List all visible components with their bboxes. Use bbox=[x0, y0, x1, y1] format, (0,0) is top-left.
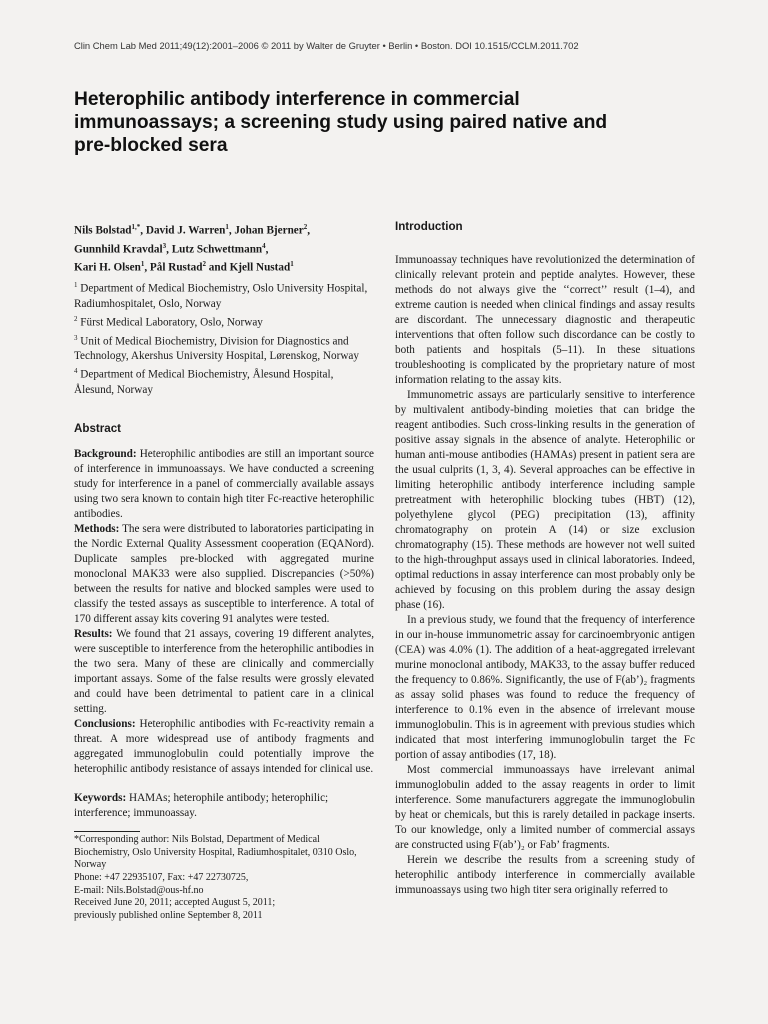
article-title: Heterophilic antibody interference in commercial immunoassays; a screening study using paired native and pre-blocked sera bbox=[74, 89, 608, 156]
affiliation-num: 4 bbox=[74, 367, 78, 376]
paragraph: Immunometric assays are particularly sensitive to interference by multivalent antibody-binding moieties that can bridge the reagent antibodies. Such cross-linking results in the generation of positive assay signals in the absence of analyte. Heterophilic or human anti-mouse antibodies (HAMAs) present in patient sera are the usual culprits (1, 3, 4). Several approaches can be effective in limiting heterophilic antibody interference including sample pretreatment with heterophilic blocking tubes (HBT) (12), polyethylene glycol (PEG) precipitation (13), affinity chromatography on protein A (14) or size exclusion chromatography (15). These methods are however not well suited to the high-throughput assays used in clinical laboratories. Indeed, optimal reductions in assay interference can most probably only be achieved by focusing on this problem during the assay design phase (16). bbox=[395, 389, 695, 611]
author: Lutz Schwettmann bbox=[171, 243, 263, 256]
footnote-line: Phone: +47 22935107, Fax: +47 22730725, bbox=[74, 871, 249, 883]
abstract-section bbox=[74, 447, 374, 522]
footnote-line: *Corresponding author: Nils Bolstad, Department of Medical Biochemistry, Oslo University Hospital, Radiumhospitalet, 0310 Oslo, Norway bbox=[74, 834, 357, 871]
affiliation bbox=[74, 278, 374, 312]
introduction-heading: Introduction bbox=[395, 220, 463, 233]
author-sup: 1 bbox=[225, 223, 229, 231]
affiliation bbox=[74, 331, 374, 365]
keywords bbox=[74, 791, 374, 821]
left-column bbox=[74, 220, 374, 922]
abstract-section bbox=[74, 627, 374, 717]
author: Gunnhild Kravdal bbox=[74, 243, 163, 256]
abstract-text: We found that 21 assays, covering 19 different analytes, were susceptible to interference from the heterophilic antibodies in the two sera. Many of these are clinically and commercially important assays. Some of the false results were grossly elevated and could have been detrimental to patient care in a clinical setting. bbox=[74, 628, 374, 716]
abstract-text: Heterophilic antibodies are still an important source of interference in immunoassays. We have conducted a screening study for interference in a panel of commercially available assays using two sera known to contain high titer Fc-reactive heterophilic antibodies. bbox=[74, 448, 375, 521]
author: Pål Rustad bbox=[149, 262, 203, 275]
right-column bbox=[395, 220, 695, 898]
author-sup: 1 bbox=[140, 260, 145, 269]
author-sup: 1 bbox=[290, 260, 294, 269]
author-sup: 4 bbox=[262, 241, 266, 250]
abstract-text: The sera were distributed to laboratories participating in the Nordic External Quality Assessment cooperation (EQANord). Duplicate samples pre-blocked with aggregated murine monoclonal MAK33 were also supplied. Discrepancies (>50%) between the results for native and blocked samples were used to classify the tested assays as susceptible to interference. A total of 170 different assay kits covering 91 analytes were tested. bbox=[74, 523, 374, 626]
footnote-line: previously published online September 8, 2011 bbox=[74, 909, 263, 921]
abstract-section bbox=[74, 522, 374, 627]
author-sup: 2 bbox=[202, 260, 206, 269]
affiliation-num: 2 bbox=[74, 314, 78, 323]
affiliation-text: Unit of Medical Biochemistry, Division for Diagnostics and Technology, Akershus University Hospital, Lørenskog, Norway bbox=[74, 335, 359, 363]
footnote-line: Received June 20, 2011; accepted August 5, 2011; bbox=[74, 897, 276, 909]
paragraph: Immunoassay techniques have revolutionized the determination of clinically relevant protein and peptide analytes. However, these methods do not always give the ‘‘correct’’ result (1–4), and extreme caution is needed when clinical findings and assay results are discordant. The unnecessary diagnostic and therapeutic interventions that often follow such discordance can be costly to both patients and hospitals (5–11). In these situations troubleshooting is complicated by the proprietary nature of most information relating to the assay kits. bbox=[395, 254, 695, 386]
affiliation bbox=[74, 364, 374, 398]
keywords-text: HAMAs; heterophile antibody; heterophilic; interference; immunoassay. bbox=[74, 792, 329, 820]
paragraph: Most commercial immunoassays have irrelevant animal immunoglobulin added to the assay reagents in order to limit interference. Some manufacturers aggregate the immunoglobulin by heat or chemicals, but this is rarely detailed in package inserts. To our knowledge, only a limited number of commercial assays are constructed using F(ab’)₂ or Fab’ fragments. bbox=[395, 764, 695, 851]
affiliation-list bbox=[74, 278, 374, 398]
author-sup: 3 bbox=[162, 241, 167, 250]
paragraph: In a previous study, we found that the frequency of interference in our in-house immunometric assay for carcinoembryonic antigen (CEA) was 4.0% (1). The addition of a heat-aggregated irrelevant murine monoclonal antibody, MAK33, to the assay buffer reduced the frequency to 0.86%. Significantly, the use of F(ab’)₂ fragments as assay solid phases was found to reduce the frequency of interference to 0.1% even in the absence of irrelevant mouse immunoglobulin. This is in agreement with previous studies which indicated that most interfering immunoglobulin target the Fc portion of assay antibodies (17, 18). bbox=[395, 614, 695, 761]
abstract-section bbox=[74, 717, 374, 777]
footnote bbox=[74, 834, 374, 922]
author-sup: 2 bbox=[303, 223, 308, 231]
footnote-rule bbox=[74, 831, 140, 832]
author-list: Nils Bolstad$^{1,*}$, David J. Warren$^1$, Johan Bjerner$^2$, Gunnhild Kravdal$^3$, Lutz Schwettmann$^4$, Kari H. Olsen$^1$, Pål Rustad$^2$ and Kjell Nustad$^1$ bbox=[74, 223, 311, 275]
author: Nils Bolstad bbox=[74, 224, 132, 237]
author: Johan Bjerner bbox=[234, 224, 304, 237]
author: David J. Warren bbox=[145, 224, 226, 237]
affiliation-text: Department of Medical Biochemistry, Ålesund Hospital, Ålesund, Norway bbox=[74, 369, 334, 397]
author: Kari H. Olsen bbox=[74, 262, 141, 275]
affiliation-num: 1 bbox=[74, 281, 78, 290]
footnote-email: E-mail: Nils.Bolstad@ous-hf.no bbox=[74, 884, 204, 896]
introduction-body bbox=[395, 253, 695, 898]
author: Kjell Nustad bbox=[229, 262, 291, 275]
affiliation bbox=[74, 312, 374, 331]
abstract-label: Background: bbox=[74, 448, 137, 461]
author-sup: 1,* bbox=[131, 223, 141, 231]
running-head: Clin Chem Lab Med 2011;49(12):2001–2006 © 2011 by Walter de Gruyter • Berlin • Boston. DOI 10.1515/CCLM.2011.702 bbox=[74, 40, 579, 51]
abstract-label: Methods: bbox=[74, 523, 120, 536]
abstract-body bbox=[74, 447, 374, 777]
abstract-text: Heterophilic antibodies with Fc-reactivity remain a threat. A more widespread use of antibody fragments and aggregated immunoglobulin could potentially improve the heterophilic antibody resistance of assays intended for clinical use. bbox=[74, 718, 375, 776]
paragraph: Herein we describe the results from a screening study of heterophilic antibody interference in commercially available immunoassays using two high titer sera originally referred to bbox=[395, 854, 695, 896]
keywords-label: Keywords: bbox=[74, 792, 127, 805]
affiliation-num: 3 bbox=[74, 333, 78, 342]
affiliation-text: Department of Medical Biochemistry, Oslo University Hospital, Radiumhospitalet, Oslo, Norway bbox=[74, 282, 368, 310]
affiliation-text: Fürst Medical Laboratory, Oslo, Norway bbox=[80, 316, 263, 329]
abstract-label: Conclusions: bbox=[74, 718, 136, 731]
abstract-label: Results: bbox=[74, 628, 113, 641]
abstract-heading: Abstract bbox=[74, 422, 122, 436]
